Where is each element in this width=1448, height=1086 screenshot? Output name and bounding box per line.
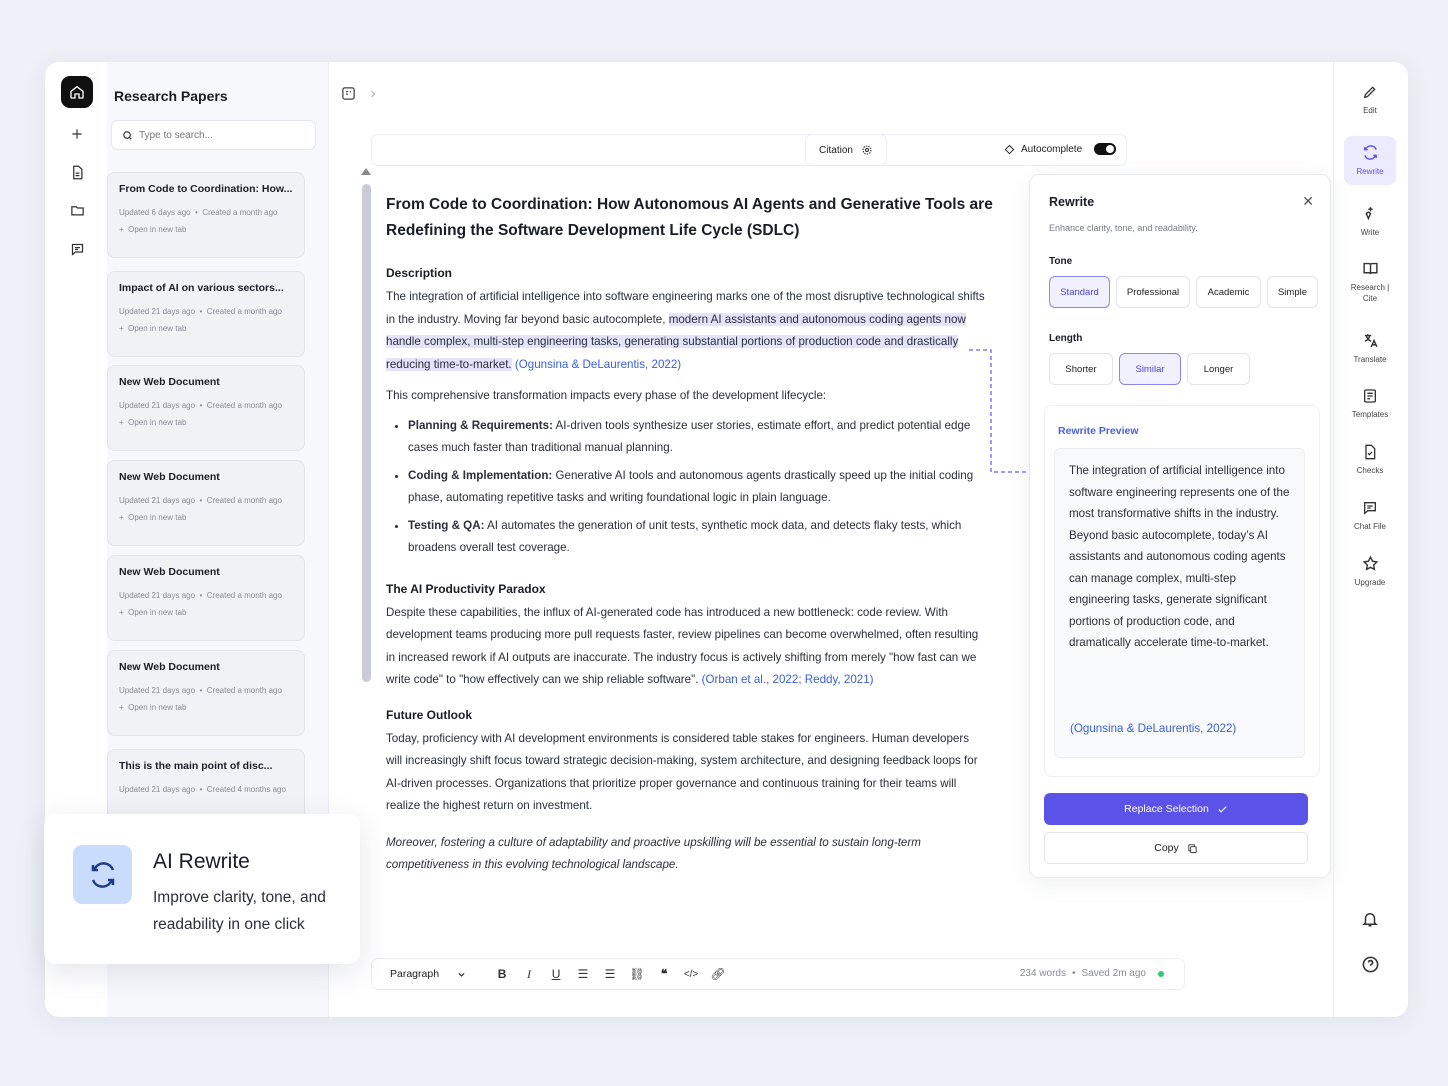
paragraph: Today, proficiency with AI development environments is considered table stakes for engineers. Human developers will increasingly shift focus toward strategic decision-making, system architecture, and designing feedback loops for AI-driven processes. Organizations that prioritize proper governance and continuous training for their teams will realize the highest return on investment. <box>386 731 978 812</box>
search-input[interactable] <box>139 130 299 141</box>
document-title: From Code to Coordination: How Autonomous AI Agents and Generative Tools are Redefining the Software Development Life Cycle (SDLC) <box>386 196 993 239</box>
rewrite-preview <box>1044 405 1320 777</box>
layout-icon[interactable] <box>341 86 356 101</box>
ai-rewrite-promo-card <box>44 814 360 964</box>
doc-title: From Code to Coordination: How... <box>119 183 293 195</box>
citation-link[interactable]: (Ogunsina & DeLaurentis, 2022) <box>514 357 682 371</box>
tool-research-cite[interactable]: Research | Cite <box>1344 260 1396 304</box>
citation-link[interactable]: (Orban et al., 2022; Reddy, 2021) <box>701 673 874 686</box>
code-icon[interactable]: </> <box>683 968 699 980</box>
document-icon <box>70 165 85 180</box>
right-toolbar <box>1333 62 1408 1017</box>
preview-box <box>1054 448 1305 758</box>
section-heading: The AI Productivity Paradox <box>386 581 546 596</box>
documents-button[interactable] <box>65 160 89 184</box>
folder-icon <box>70 203 85 218</box>
replace-selection-button[interactable] <box>1044 793 1308 825</box>
doc-meta: Updated 21 days ago • Created a month ago <box>119 307 282 316</box>
copy-button[interactable] <box>1044 832 1308 864</box>
folders-button[interactable] <box>65 198 89 222</box>
rewrite-icon <box>73 845 132 904</box>
doc-title: Impact of AI on various sectors... <box>119 282 284 294</box>
sparkles-icon <box>1362 205 1379 222</box>
length-label: Length <box>1049 333 1083 344</box>
breadcrumb <box>341 86 378 101</box>
paragraph: The integration of artificial intelligence into software engineering marks one of the most disruptive technological shifts in the industry. Moving far beyond basic autocomplete, modern AI assistants and autonomous coding agents now handle complex, multi-step engineering tasks, generating substantial portions of production code and drastically reducing time-to-market. (Ogunsina & DeLaurentis, 2022) <box>386 290 985 371</box>
tool-upgrade[interactable]: Upgrade <box>1344 555 1396 588</box>
citation-button[interactable] <box>805 134 887 166</box>
doc-card[interactable] <box>107 555 305 641</box>
panel-title: Research Papers <box>114 88 228 104</box>
open-in-new-tab-link[interactable]: + Open in new tab <box>119 418 187 427</box>
tool-edit[interactable]: Edit <box>1344 84 1396 116</box>
chat-icon <box>70 242 85 257</box>
editor-topbar <box>371 134 1127 166</box>
chat-button[interactable] <box>65 237 89 261</box>
star-icon <box>1362 555 1379 572</box>
doc-meta: Updated 21 days ago • Created a month ago <box>119 686 282 695</box>
doc-title: New Web Document <box>119 471 220 483</box>
doc-meta: Updated 21 days ago • Created a month ago <box>119 591 282 600</box>
tone-option-simple[interactable]: Simple <box>1267 276 1318 308</box>
checklist-icon <box>1362 444 1378 460</box>
format-toolbar <box>371 958 1185 990</box>
doc-title: New Web Document <box>119 376 220 388</box>
doc-card[interactable] <box>107 365 305 451</box>
doc-card[interactable] <box>107 172 305 258</box>
suggested-text[interactable]: Moreover, fostering a culture of adaptability and proactive upskilling will be essential to sustain long-term competitiveness in this evolving technological landscape. <box>386 835 921 871</box>
tool-chat-file[interactable]: Chat File <box>1344 500 1396 532</box>
notifications-button[interactable] <box>1344 910 1396 928</box>
bell-icon <box>1361 910 1379 928</box>
refresh-icon <box>1362 144 1379 161</box>
length-option-shorter[interactable]: Shorter <box>1049 353 1113 385</box>
translate-icon <box>1362 332 1379 349</box>
doc-meta: Updated 21 days ago • Created a month ago <box>119 401 282 410</box>
book-icon <box>1362 260 1379 277</box>
home-button[interactable] <box>61 76 93 108</box>
help-icon <box>1361 955 1380 974</box>
rewrite-panel <box>1029 174 1331 878</box>
promo-description: Improve clarity, tone, and readability in one click <box>153 889 326 933</box>
bullet-list <box>386 415 996 560</box>
autocomplete-label: Autocomplete <box>1021 143 1083 155</box>
preview-text: The integration of artificial intelligence into software engineering represents one of the most transformative shifts in the industry. Beyond basic autocomplete, today’s AI assistants and autonomous coding agents can manage complex, multi-step engineering tasks, generate significant portions of production code, and dramatically accelerate time-to-market. <box>1069 464 1290 649</box>
open-in-new-tab-link[interactable]: + Open in new tab <box>119 225 187 234</box>
rewrite-subtitle: Enhance clarity, tone, and readability. <box>1049 223 1198 233</box>
tool-write[interactable]: Write <box>1344 205 1396 238</box>
new-doc-button[interactable] <box>65 122 89 146</box>
template-icon <box>1362 388 1378 404</box>
doc-meta: Updated 21 days ago • Created 4 months ago <box>119 785 286 794</box>
tone-label: Tone <box>1049 256 1073 267</box>
tone-option-standard[interactable]: Standard <box>1049 276 1110 308</box>
citation-label: Citation <box>819 144 853 156</box>
scrollbar-thumb[interactable] <box>362 184 371 682</box>
open-in-new-tab-link[interactable]: + Open in new tab <box>119 608 187 617</box>
search-icon <box>122 130 133 141</box>
document-status: 234 words • Saved 2m ago <box>1020 968 1164 979</box>
saved-indicator-dot <box>1158 971 1164 977</box>
home-icon <box>69 84 85 100</box>
document-body[interactable] <box>386 192 996 877</box>
quote-icon[interactable]: ❝ <box>660 967 668 981</box>
doc-title: New Web Document <box>119 566 220 578</box>
pencil-icon <box>1362 84 1378 100</box>
list-item: • Coding & Implementation: Generative AI tools and autonomous agents drastically speed up the initial coding phase, automating repetitive tasks and writing foundational logic in plain language. <box>408 465 996 510</box>
replace-label: Replace Selection <box>1124 803 1209 815</box>
link-icon[interactable]: ⛓ <box>629 967 645 981</box>
doc-meta: Updated 6 days ago • Created a month ago <box>119 208 278 217</box>
list-item: • Testing & QA: AI automates the generation of unit tests, synthetic mock data, and detects flaky tests, which broadens overall test coverage. <box>408 515 996 560</box>
doc-card[interactable] <box>107 460 305 546</box>
list-item: • Planning & Requirements: AI-driven tools synthesize user stories, estimate effort, and predict potential edge cases much faster than traditional manual planning. <box>408 415 996 460</box>
doc-meta: Updated 21 days ago • Created a month ago <box>119 496 282 505</box>
copy-label: Copy <box>1154 842 1179 854</box>
open-in-new-tab-link[interactable]: + Open in new tab <box>119 703 187 712</box>
promo-title: AI Rewrite <box>153 850 250 873</box>
hyperlink-icon[interactable]: 🔗︎ <box>710 967 726 981</box>
section-heading: Future Outlook <box>386 707 472 722</box>
search-box[interactable] <box>111 120 316 150</box>
selected-text: modern AI assistants and autonomous coding agents now handle complex, multi-step engineering tasks, generating substantial portions of production code and drastically reducing time-to-market. <box>386 312 966 371</box>
length-option-longer[interactable]: Longer <box>1187 353 1250 385</box>
numbered-list-icon[interactable]: ☰ <box>577 967 589 981</box>
doc-title: This is the main point of disc... <box>119 760 273 772</box>
doc-card[interactable] <box>107 271 305 357</box>
chat-file-icon <box>1362 500 1378 516</box>
tool-translate[interactable]: Translate <box>1344 332 1396 365</box>
bold-icon[interactable]: B <box>497 967 507 981</box>
tool-templates[interactable]: Templates <box>1344 388 1396 420</box>
chevron-right-icon <box>368 89 378 99</box>
doc-title: New Web Document <box>119 661 220 673</box>
tone-option-academic[interactable]: Academic <box>1196 276 1261 308</box>
rewrite-title: Rewrite <box>1049 195 1095 209</box>
gear-icon <box>861 144 873 156</box>
preview-label: Rewrite Preview <box>1058 425 1139 437</box>
scroll-up-arrow[interactable] <box>361 168 371 175</box>
open-in-new-tab-link[interactable]: + Open in new tab <box>119 324 187 333</box>
tool-rewrite[interactable]: Rewrite <box>1344 136 1396 185</box>
tone-option-professional[interactable]: Professional <box>1116 276 1190 308</box>
word-count: 234 words <box>1019 968 1066 979</box>
plus-icon <box>70 127 84 141</box>
copy-icon <box>1187 843 1198 854</box>
autocomplete-toggle[interactable] <box>1094 143 1116 155</box>
doc-card[interactable] <box>107 650 305 736</box>
italic-icon[interactable]: I <box>527 966 532 981</box>
underline-icon[interactable]: U <box>551 967 561 981</box>
autocomplete-toggle-group[interactable] <box>1004 143 1116 155</box>
paragraph: Despite these capabilities, the influx of AI-generated code has introduced a new bottleneck: code review. With development teams producing more pull requests faster, review pipelines can become overwhelmed, often resulting in increased rework if AI outputs are inaccurate. The industry focus is actively shifting from merely "how fast can we write code" to "how effectively can we ship reliable software". (Orban et al., 2022; Reddy, 2021) <box>386 605 979 686</box>
check-icon <box>1217 804 1228 815</box>
save-status: Saved 2m ago <box>1081 968 1146 979</box>
bullet-list-icon[interactable]: ☰ <box>604 967 616 981</box>
length-option-similar[interactable]: Similar <box>1119 353 1181 385</box>
paragraph: This comprehensive transformation impacts every phase of the development lifecycle: <box>386 389 827 402</box>
chevron-down-icon <box>457 970 466 979</box>
tool-checks[interactable]: Checks <box>1344 444 1396 476</box>
open-in-new-tab-link[interactable]: + Open in new tab <box>119 513 187 522</box>
paragraph-style-select[interactable]: Paragraph <box>390 968 466 980</box>
help-button[interactable] <box>1344 955 1396 974</box>
close-icon[interactable]: ✕ <box>1302 193 1314 209</box>
preview-citation[interactable]: (Ogunsina & DeLaurentis, 2022) <box>1070 722 1237 735</box>
sparkle-tag-icon <box>1004 144 1015 155</box>
section-heading: Description <box>386 266 453 280</box>
